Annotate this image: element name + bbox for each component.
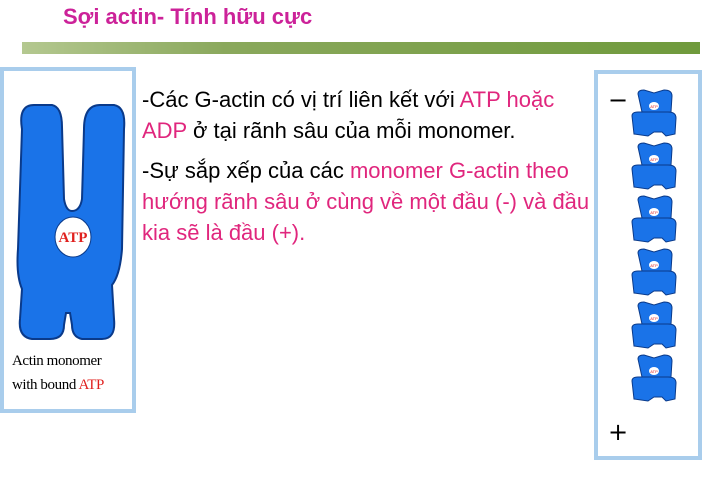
minus-end-sign: −	[608, 86, 629, 114]
figure-caption	[12, 349, 137, 397]
filament-monomer	[632, 302, 676, 348]
monomer-atp-label: ATP	[650, 369, 658, 374]
actin-filament-figure	[594, 70, 702, 460]
paragraph-2	[142, 155, 592, 248]
paragraph-2-prefix: -Sự sắp xếp của các	[142, 158, 350, 183]
title-underline-bar	[22, 42, 700, 54]
filament-stack	[598, 74, 698, 456]
filament-monomer	[632, 355, 676, 401]
filament-monomer	[632, 143, 676, 189]
body-text	[142, 84, 592, 257]
paragraph-2-highlight: monomer G-actin theo hướng rãnh sâu ở cùng về một đầu (-) và đầu kia sẽ là đầu (+).	[142, 158, 590, 245]
actin-monomer-shape-icon	[12, 99, 130, 344]
monomer-atp-label: ATP	[650, 210, 658, 215]
paragraph-1-prefix: -Các G-actin có vị trí liên kết với	[142, 87, 460, 112]
paragraph-1-suffix: ở tại rãnh sâu của mỗi monomer.	[186, 118, 516, 143]
caption-line-1: Actin monomer	[12, 353, 102, 369]
monomer-atp-label: ATP	[650, 157, 658, 162]
monomer-atp-label: ATP	[650, 263, 658, 268]
caption-line-2	[12, 373, 137, 397]
filament-monomer	[632, 90, 676, 136]
slide-title: Sợi actin- Tính hữu cực	[63, 4, 313, 29]
monomer-atp-label: ATP	[650, 316, 658, 321]
filament-monomer	[632, 249, 676, 295]
paragraph-1	[142, 84, 592, 146]
atp-label: ATP	[58, 230, 88, 246]
caption-atp-label: ATP	[78, 377, 104, 393]
monomer-atp-label: ATP	[650, 104, 658, 109]
actin-monomer-figure	[0, 67, 136, 413]
filament-monomers	[632, 90, 676, 401]
caption-line-2-prefix: with bound	[12, 377, 79, 393]
paragraph-1-highlight: ATP hoặc ADP	[142, 87, 555, 143]
plus-end-sign: +	[608, 418, 629, 446]
filament-monomer	[632, 196, 676, 242]
